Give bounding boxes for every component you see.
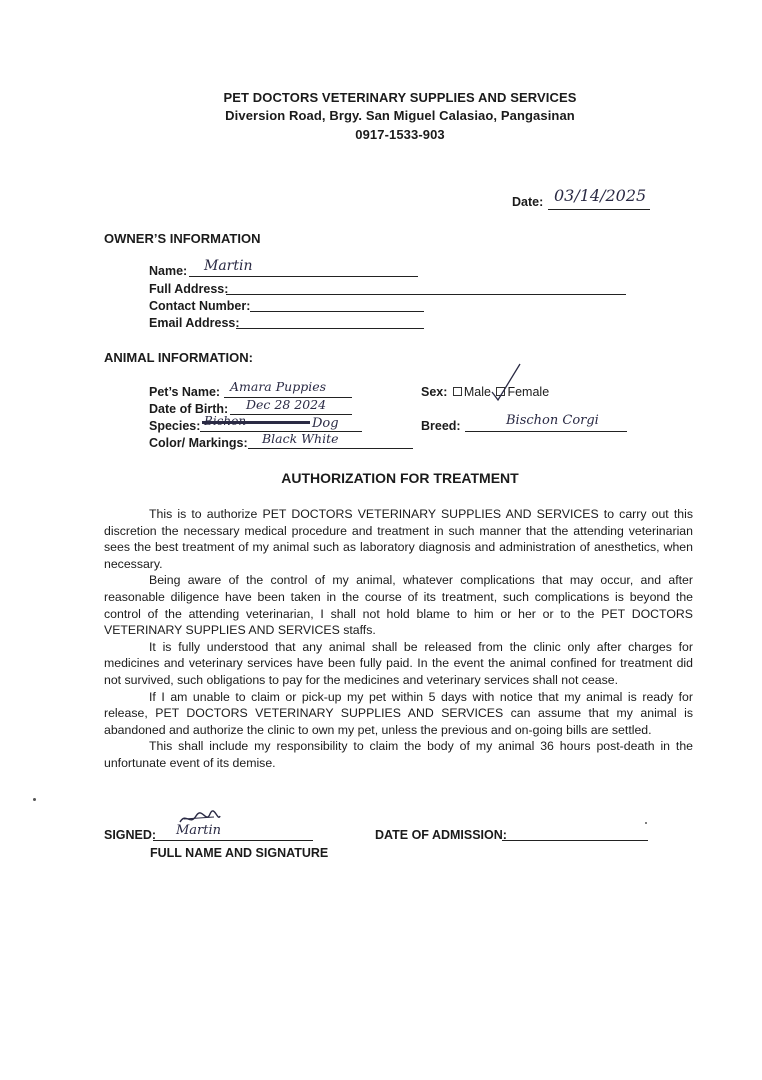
owner-name-value[interactable]: Martin — [204, 258, 253, 274]
owner-contact-label: Contact Number: — [149, 299, 251, 313]
color-line — [248, 448, 413, 449]
scan-speck — [645, 822, 647, 824]
sex-field — [421, 385, 549, 399]
pet-name-value[interactable]: Amara Puppies — [230, 379, 327, 394]
owner-email-line[interactable] — [236, 328, 424, 329]
owner-email-label: Email Address: — [149, 316, 240, 330]
male-checkbox[interactable] — [453, 387, 462, 396]
checkmark-icon — [490, 362, 524, 402]
breed-line — [465, 431, 627, 432]
signed-value[interactable]: Martin — [176, 823, 222, 838]
color-label: Color/ Markings: — [149, 436, 248, 450]
species-struck-text: Bichon — [204, 414, 247, 428]
owner-address-line[interactable] — [226, 294, 626, 295]
dob-value[interactable]: Dec 28 2024 — [246, 397, 327, 412]
authorization-title: AUTHORIZATION FOR TREATMENT — [281, 470, 519, 486]
scan-speck — [33, 798, 36, 801]
clinic-address: Diversion Road, Brgy. San Miguel Calasiao, Pangasinan — [225, 108, 575, 123]
species-value[interactable]: Dog — [312, 416, 339, 431]
signed-label: SIGNED: — [104, 828, 157, 842]
breed-label: Breed: — [421, 419, 461, 433]
species-strikeout-mark — [202, 421, 310, 424]
dob-label: Date of Birth: — [149, 402, 229, 416]
female-option-label: Female — [507, 385, 550, 399]
date-value[interactable]: 03/14/2025 — [554, 186, 647, 205]
clinic-phone: 0917-1533-903 — [355, 127, 445, 142]
dob-line — [230, 414, 352, 415]
owner-name-label: Name: — [149, 264, 188, 278]
owner-address-label: Full Address: — [149, 282, 229, 296]
date-line — [548, 209, 650, 210]
species-label: Species: — [149, 419, 201, 433]
authorization-paragraph: If I am unable to claim or pick-up my pet within 5 days with notice that my animal is ready for release, PET DOCTORS VETERINARY SUPPLIES AND SERVICES can assume that my animal is abandoned and authorize the clinic to own my pet, unless the previous and on-going bills are settled. — [104, 689, 693, 737]
pet-name-label: Pet’s Name: — [149, 385, 221, 399]
authorization-paragraph: Being aware of the control of my animal, whatever complications that may occur, and after reasonable diligence have been taken in the course of its treatment, such complications is beyond the control of the attending veterinarian, I shall not hold blame to him or her or to the PET DOCTORS VETERINARY SUPPLIES AND SERVICES staffs. — [104, 573, 693, 638]
male-option-label: Male — [463, 385, 491, 399]
date-label: Date: — [512, 195, 544, 209]
animal-section-title: ANIMAL INFORMATION: — [104, 350, 253, 365]
admission-line[interactable] — [502, 840, 648, 841]
owner-contact-line[interactable] — [250, 311, 424, 312]
full-name-caption: FULL NAME AND SIGNATURE — [150, 846, 329, 860]
clinic-name: PET DOCTORS VETERINARY SUPPLIES AND SERVICES — [223, 90, 577, 105]
authorization-paragraph: This is to authorize PET DOCTORS VETERINARY SUPPLIES AND SERVICES to carry out this discretion the necessary medical procedure and treatment in such manner that the attending veterinarian sees the best treatment of my animal such as laboratory diagnosis and administration of anesthetics, when necessary. — [104, 507, 693, 571]
signature-line — [153, 840, 313, 841]
authorization-paragraph: It is fully understood that any animal shall be released from the clinic only after charges for medicines and veterinary services have been fully paid. In the event the animal confined for treatment did not survived, such obligations to pay for the medicines and veterinary services shall not cease. — [104, 639, 693, 687]
color-value[interactable]: Black White — [262, 431, 339, 446]
owner-name-line — [189, 276, 418, 277]
admission-label: DATE OF ADMISSION: — [375, 828, 507, 842]
authorization-paragraph: This shall include my responsibility to claim the body of my animal 36 hours post-death in the unfortunate event of its demise. — [104, 739, 693, 770]
owner-section-title: OWNER’S INFORMATION — [104, 231, 261, 246]
authorization-body — [104, 506, 693, 772]
sex-label: Sex: — [421, 385, 448, 399]
breed-value[interactable]: Bischon Corgi — [506, 413, 599, 428]
